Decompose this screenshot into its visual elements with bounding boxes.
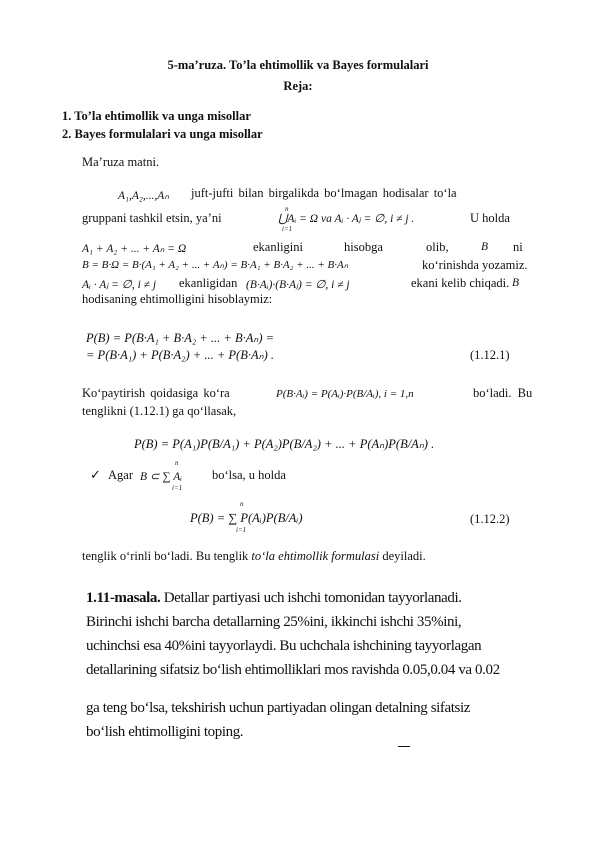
plan-item-1: 1. To’la ehtimollik va unga misollar [62, 109, 251, 123]
math-expansion: B = B·Ω = B·(A₁ + A₂ + ... + Aₙ) = B·A₁ + B·A₂ + ... + B·Aₙ [82, 259, 349, 271]
math-disjoint: Aᵢ · Aⱼ = ∅, i ≠ j [82, 279, 157, 291]
union-top: n [285, 205, 289, 213]
math-product-rule: P(B·Aᵢ) = P(Aᵢ)·P(B/Aᵢ), i = 1,n [276, 388, 414, 400]
text-line-10 [82, 549, 426, 564]
problem-line-4: detallarining sifatsiz bo‘lish ehtimolliklari mos ravishda 0.05,0.04 va 0.02 [86, 662, 500, 678]
text-line-8: tenglikni (1.12.1) ga qo‘llasak, [82, 404, 237, 418]
text-line-6: hodisaning ehtimolligini hisoblaymiz: [82, 292, 273, 306]
problem-line-5: ga teng bo‘lsa, tekshirish uchun partiyadan olingan detalning sifatsiz [86, 700, 470, 716]
decorative-dash [398, 746, 410, 747]
text-line-7a: Ko‘paytirish qoidasiga ko‘ra [82, 386, 230, 400]
math-sum-omega: A₁ + A₂ + ... + Aₙ = Ω [82, 243, 187, 255]
plan-item-2: 2. Bayes formulalari va unga misollar [62, 127, 263, 141]
text-agar: Agar [108, 468, 133, 482]
sum-top-2: n [240, 500, 244, 508]
sum-bottom-2: i=1 [236, 526, 247, 534]
text-korinishda: ko‘rinishda yozamiz. [422, 258, 528, 272]
equation-3: P(B) = ∑ P(Aᵢ)P(B/Aᵢ) [190, 511, 303, 525]
text-heading: Ma’ruza matni. [82, 155, 160, 169]
text-ekanligini: ekanligini [253, 240, 303, 254]
union-bottom: i=1 [282, 225, 293, 233]
problem-line-2: Birinchi ishchi barcha detallarning 25%ini, ikkinchi ishchi 35%ini, [86, 614, 462, 630]
math-disjoint-b: (B·Aᵢ)·(B·Aⱼ) = ∅, i ≠ j [246, 279, 350, 291]
problem-text-1: Detallar partiyasi uch ishchi tomonidan tayyorlanadi. [163, 590, 462, 606]
term-full-probability: to‘la ehtimollik formulasi [251, 549, 380, 563]
union-formula: ⋃Aᵢ = Ω va Aᵢ · Aⱼ = ∅, i ≠ j . [278, 213, 415, 225]
text-line-10c: deyiladi. [382, 549, 426, 563]
text-line-2a: gruppani tashkil etsin, ya’ni [82, 211, 222, 225]
text-bolsa: bo‘lsa, u holda [212, 468, 286, 482]
plan-heading: Reja: [283, 79, 313, 93]
text-ni: ni [513, 240, 523, 254]
text-olib: olib, [426, 240, 449, 254]
math-partition [278, 211, 414, 225]
page-title: 5-ma’ruza. To’la ehtimollik va Bayes formulalari [167, 58, 429, 72]
math-subset: B ⊂ ∑ Aᵢ [140, 471, 183, 483]
math-b: B [481, 241, 489, 253]
problem-label: 1.11-masala. [86, 590, 161, 606]
problem-line-3: uchinchsi esa 40%ini tayyorlaydi. Bu uchchala ishchining tayyorlagan [86, 638, 482, 654]
sum-top-1: n [175, 459, 179, 467]
text-hisobga: hisobga [344, 240, 383, 254]
text-line-2c: U holda [470, 211, 510, 225]
checkmark-icon: ✓ [90, 467, 101, 482]
text-ekanligidan: ekanligidan [179, 276, 238, 290]
equation-2: P(B) = P(A₁)P(B/A₁) + P(A₂)P(B/A₂) + ... + P(Aₙ)P(B/Aₙ) . [134, 437, 435, 451]
equation-1-number: (1.12.1) [470, 348, 510, 362]
math-events: A₁,A₂,...,Aₙ [118, 190, 169, 202]
problem-line-6: bo‘lish ehtimolligini toping. [86, 724, 244, 740]
math-b2: B [512, 277, 520, 289]
sum-bottom-1: i=1 [172, 484, 183, 492]
text-line-7c: bo‘ladi. Bu [473, 386, 533, 400]
equation-1-line-1: P(B) = P(B·A₁ + B·A₂ + ... + B·Aₙ) = [86, 331, 275, 345]
text-ekani: ekani kelib chiqadi. [411, 276, 510, 290]
text-line-1: juft-jufti bilan birgalikda bo‘lmagan hodisalar to‘la [191, 186, 457, 200]
equation-3-number: (1.12.2) [470, 512, 510, 526]
equation-1-line-2: = P(B·A₁) + P(B·A₂) + ... + P(B·Aₙ) . [86, 348, 274, 362]
problem-line-1 [86, 590, 462, 607]
text-line-10a: tenglik o‘rinli bo‘ladi. Bu tenglik [82, 549, 249, 563]
